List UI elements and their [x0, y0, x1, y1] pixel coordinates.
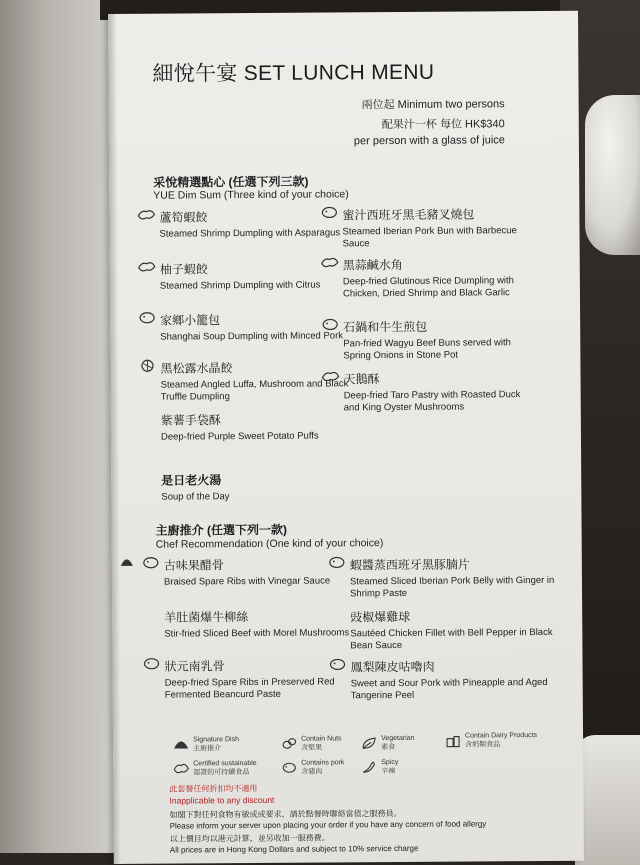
allergy-note-zh: 如閣下對任何食物有敏或或要求，請於點餐時聯絡當值之服務員。 [169, 808, 402, 820]
dish-name-en: Sweet and Sour Pork with Pineapple and Aged Tangerine Peel [350, 676, 548, 702]
dish-name-zh: 豉椒爆雞球 [350, 609, 411, 625]
dish-name-zh: 黑松露水晶餃 [160, 361, 233, 376]
dish-name-zh: 柚子蝦餃 [159, 262, 208, 277]
dairy-icon [445, 734, 461, 748]
signature-dish-icon [120, 556, 134, 568]
dish-name-en: Braised Spare Ribs with Vinegar Sauce [163, 575, 331, 588]
legend-signature-zh: 主廚推介 [193, 745, 222, 753]
dish-right-3 [343, 317, 533, 362]
nuts-icon [281, 737, 297, 751]
left-page-edge [0, 0, 120, 853]
legend-signature-en: Signature Dish [193, 736, 240, 744]
dish-name-zh: 蝦醬蒸西班牙黑豚腩片 [349, 557, 470, 573]
dish-name-zh: 蘆筍蝦餃 [159, 210, 208, 225]
signature-dish-icon [173, 737, 189, 751]
sustainable-icon [173, 761, 189, 775]
soup-of-day [161, 470, 351, 503]
discount-note-zh: 此套餐任何折扣均不適用 [169, 783, 258, 794]
pork-icon [142, 657, 160, 671]
dish-name-zh: 黑蒜鹹水角 [342, 257, 403, 273]
dish-left-5 [161, 410, 351, 443]
chili-icon [361, 760, 377, 774]
dish-name-en: Steamed Iberian Pork Bun with Barbecue Sauce [342, 225, 517, 250]
dish-name-zh: 羊肚菌爆牛柳絲 [164, 610, 249, 625]
dish-name-zh: 蜜汁西班牙黑毛豬叉燒包 [342, 207, 475, 223]
chef-right-3 [351, 657, 556, 702]
dish-name-zh: 鳳梨陳皮咕嚕肉 [350, 659, 435, 675]
menu-page [108, 11, 584, 864]
dish-name-en: Deep-fried Glutinous Rice Dumpling with Chicken, Dried Shrimp and Black Garlic [342, 275, 514, 300]
legend-vegetarian-en: Vegetarian [381, 734, 415, 743]
dish-name-zh: 古味果醋骨 [163, 558, 224, 573]
legend-dairy-en: Contain Dairy Products [465, 732, 538, 740]
dish-name-en: Stir-fried Sliced Beef with Morel Mushrooms [164, 627, 350, 640]
legend-spicy-zh: 辛辣 [381, 768, 396, 776]
dish-name-en: Deep-fried Spare Ribs in Preserved Red Fermented Beancurd Paste [164, 676, 335, 701]
dish-name-zh: 狀元南乳骨 [164, 659, 225, 674]
soup-name-en: Soup of the Day [161, 491, 230, 503]
chef-title-zh: 主廚推介 (任選下列一款) [155, 522, 287, 538]
legend-signature [193, 735, 239, 753]
legend-dairy-zh: 含奶類食品 [465, 741, 501, 749]
legend-pork-en: Contains pork [301, 759, 345, 767]
dish-name-en: Pan-fried Wagyu Beef Buns served with Spring Onions in Stone Pot [343, 337, 511, 362]
legend-nuts-zh: 含堅果 [301, 744, 323, 752]
price-line-1: 兩位起 Minimum two persons [361, 98, 505, 112]
service-note-zh: 以上價目均以港元計算，並另收加一服務費。 [169, 833, 330, 844]
legend-pork [301, 758, 344, 776]
menu-title: 細悅午宴 SET LUNCH MENU [152, 60, 435, 86]
pork-icon [328, 657, 346, 671]
dish-name-en: Shanghai Soup Dumpling with Minced Pork [160, 330, 344, 343]
sustainable-icon [321, 369, 339, 383]
dish-name-en: Sautéed Chicken Fillet with Bell Pepper in Black Bean Sauce [350, 626, 553, 652]
dish-name-en: Steamed Shrimp Dumpling with Asparagus [159, 227, 341, 240]
price-line-2: 配果汁一杯 每位 HK$340 [381, 118, 505, 132]
dish-name-en: Deep-fried Purple Sweet Potato Puffs [160, 430, 319, 443]
legend-sustainable-en: Certified sustainable [193, 759, 257, 768]
pork-icon [281, 761, 297, 775]
chef-right-2 [350, 607, 555, 652]
dish-name-zh: 家鄉小籠包 [160, 313, 221, 328]
pork-icon [328, 555, 346, 569]
legend-pork-zh: 含豬肉 [301, 768, 323, 776]
pork-icon [320, 205, 338, 219]
allergy-note-en: Please inform your server upon placing your order if you have any concern of food allergy [169, 819, 487, 831]
chef-right-1 [350, 555, 555, 600]
teapot-background [585, 95, 640, 255]
legend-vegetarian-zh: 素食 [381, 744, 396, 752]
legend-sustainable-zh: 認證的可持續食品 [193, 769, 250, 777]
vegetarian-icon [138, 359, 156, 373]
legend-spicy-en: Spicy [381, 758, 399, 767]
dish-name-en: Deep-fried Taro Pastry with Roasted Duck and King Oyster Mushrooms [343, 389, 521, 414]
legend-nuts [301, 734, 342, 752]
legend-vegetarian [381, 734, 415, 752]
plate-background [575, 735, 640, 865]
soup-name-zh: 是日老火湯 [161, 473, 222, 488]
dish-name-en: Steamed Angled Luffa, Mushroom and Black Truffle Dumpling [160, 378, 349, 403]
pork-icon [321, 317, 339, 331]
service-note-en: All prices are in Hong Kong Dollars and subject to 10% service charge [169, 843, 419, 855]
legend-spicy [381, 758, 398, 776]
dish-name-zh: 天鵝酥 [343, 372, 380, 387]
dish-right-4 [343, 369, 533, 414]
sustainable-icon [138, 260, 156, 274]
vegetarian-icon [361, 736, 377, 750]
dish-name-zh: 石鍋和牛生煎包 [343, 319, 428, 335]
price-line-3: per person with a glass of juice [353, 134, 505, 148]
chef-left-3 [164, 656, 354, 701]
pork-icon [142, 556, 160, 570]
discount-note-en: Inapplicable to any discount [169, 794, 275, 806]
chef-left-2 [164, 607, 354, 640]
dish-name-en: Steamed Sliced Iberian Pork Belly with Ginger in Shrimp Paste [349, 574, 555, 600]
dim-sum-title-en: YUE Dim Sum (Three kind of your choice) [153, 188, 349, 202]
legend-dairy [465, 731, 537, 750]
pork-icon [138, 311, 156, 325]
sustainable-icon [321, 255, 339, 269]
dish-name-zh: 紫薯手袋酥 [160, 413, 221, 428]
dish-right-1 [342, 205, 532, 250]
dish-name-en: Steamed Shrimp Dumpling with Citrus [159, 279, 321, 292]
chef-left-1 [164, 555, 354, 588]
chef-title-en: Chef Recommendation (One kind of your choice) [155, 537, 384, 551]
dish-right-2 [343, 255, 533, 300]
legend-sustainable [193, 759, 257, 777]
dim-sum-title-zh: 采悅精選點心 (任選下列三款) [153, 174, 309, 190]
sustainable-icon [137, 208, 155, 222]
legend-nuts-en: Contain Nuts [301, 735, 342, 743]
